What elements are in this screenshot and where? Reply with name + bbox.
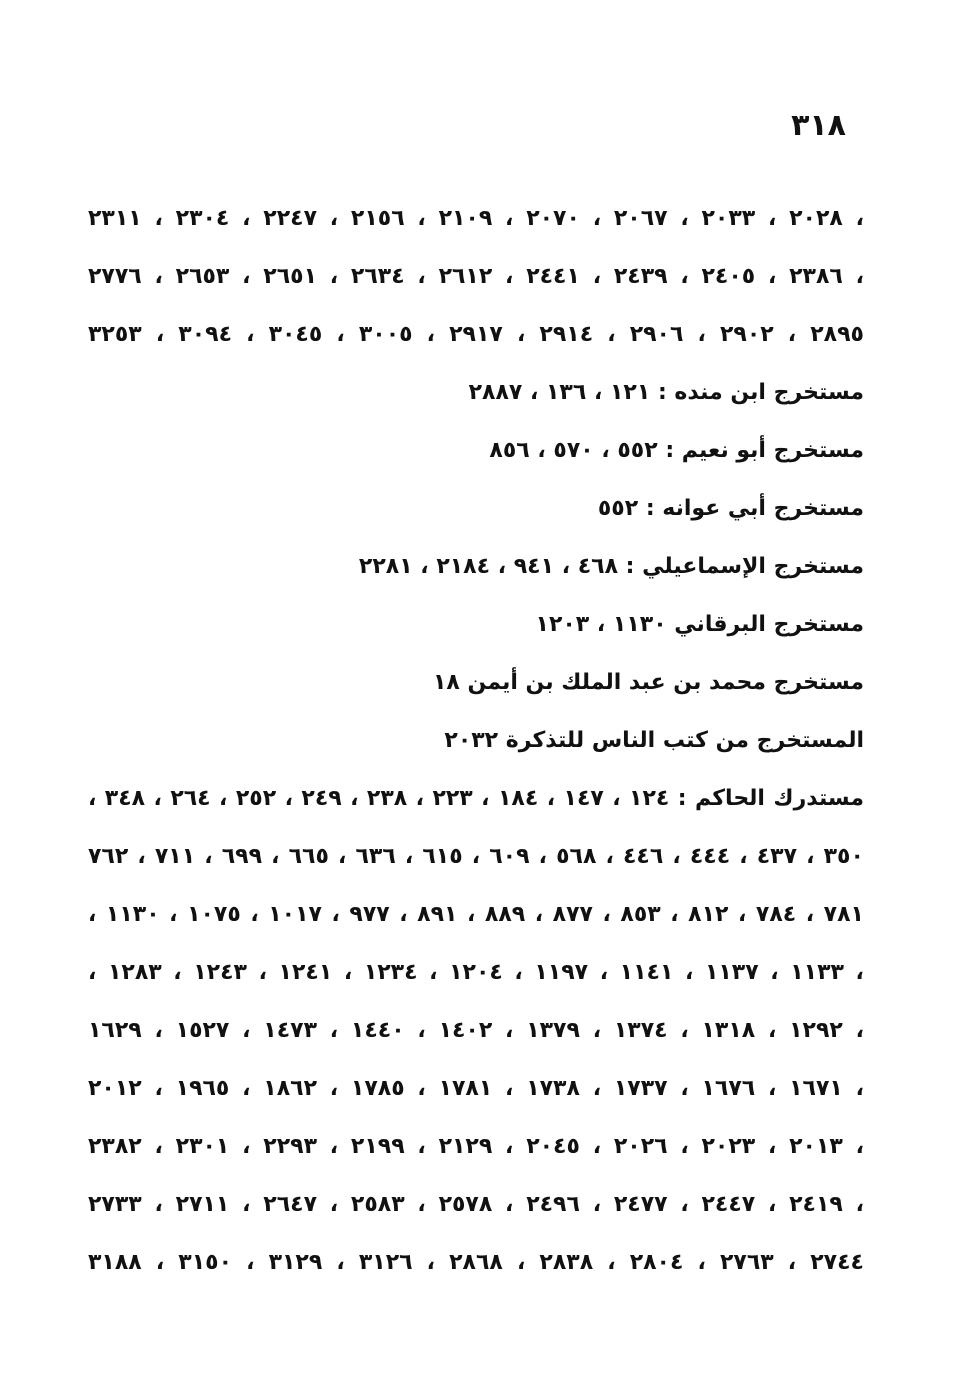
index-line: ، ٧٨١ ، ٧٨٤ ، ٨١٢ ، ٨٥٣ ، ٨٧٧ ، ٨٨٩ ، ٨٩١ ، ٩٧٧ ، ١٠١٧ ، ١٠٧٥ ، ١١٣٠ bbox=[88, 902, 864, 927]
index-line: مستدرك الحاكم : ١٢٤ ، ١٤٧ ، ١٨٤ ، ٢٢٣ ، ٢٣٨ ، ٢٤٩ ، ٢٥٢ ، ٢٦٤ ، ٣٤٨ ، bbox=[88, 786, 864, 811]
index-line: ١٦٧١ ، ١٦٧٦ ، ١٧٣٧ ، ١٧٣٨ ، ١٧٨١ ، ١٧٨٥ ، ١٨٦٢ ، ١٩٦٥ ، ٢٠١٢ ، bbox=[88, 1076, 864, 1101]
index-line: مستخرج أبي عوانه : ٥٥٢ bbox=[597, 496, 864, 521]
page-number: ٣١٨ bbox=[791, 108, 846, 143]
index-entries bbox=[88, 190, 864, 1292]
index-line: ٢٨٩٥ ، ٢٩٠٢ ، ٢٩٠٦ ، ٢٩١٤ ، ٢٩١٧ ، ٣٠٠٥ ، ٣٠٤٥ ، ٣٠٩٤ ، ٣٢٥٣ bbox=[88, 322, 864, 347]
index-line: مستخرج محمد بن عبد الملك بن أيمن ١٨ bbox=[433, 670, 864, 695]
index-line: المستخرج من كتب الناس للتذكرة ٢٠٣٢ bbox=[444, 728, 864, 753]
index-line: ١٢٩٢ ، ١٣١٨ ، ١٣٧٤ ، ١٣٧٩ ، ١٤٠٢ ، ١٤٤٠ ، ١٤٧٣ ، ١٥٢٧ ، ١٦٢٩ ، bbox=[88, 1018, 864, 1043]
index-line: مستخرج ابن منده : ١٢١ ، ١٣٦ ، ٢٨٨٧ bbox=[468, 380, 864, 405]
index-line: مستخرج الإسماعيلي : ٤٦٨ ، ٩٤١ ، ٢١٨٤ ، ٢٢٨١ bbox=[358, 554, 864, 579]
index-line: ٢٧٤٤ ، ٢٧٦٣ ، ٢٨٠٤ ، ٢٨٣٨ ، ٢٨٦٨ ، ٣١٢٦ ، ٣١٢٩ ، ٣١٥٠ ، ٣١٨٨ bbox=[88, 1250, 864, 1275]
index-line: ٢٣٨٦ ، ٢٤٠٥ ، ٢٤٣٩ ، ٢٤٤١ ، ٢٦١٢ ، ٢٦٣٤ ، ٢٦٥١ ، ٢٦٥٣ ، ٢٧٧٦ ، bbox=[88, 264, 864, 289]
index-line: مستخرج أبو نعيم : ٥٥٢ ، ٥٧٠ ، ٨٥٦ bbox=[489, 438, 864, 463]
index-line: ٣٥٠ ، ٤٣٧ ، ٤٤٤ ، ٤٤٦ ، ٥٦٨ ، ٦٠٩ ، ٦١٥ ، ٦٣٦ ، ٦٦٥ ، ٦٩٩ ، ٧١١ ، ٧٦٢ bbox=[88, 844, 864, 869]
index-line: ، ١١٣٣ ، ١١٣٧ ، ١١٤١ ، ١١٩٧ ، ١٢٠٤ ، ١٢٣٤ ، ١٢٤١ ، ١٢٤٣ ، ١٢٨٣ ، bbox=[88, 960, 864, 985]
index-line: ٢٠٢٨ ، ٢٠٣٣ ، ٢٠٦٧ ، ٢٠٧٠ ، ٢١٠٩ ، ٢١٥٦ ، ٢٢٤٧ ، ٢٣٠٤ ، ٢٣١١ ، bbox=[88, 206, 864, 231]
index-line: ٢٠١٣ ، ٢٠٢٣ ، ٢٠٢٦ ، ٢٠٤٥ ، ٢١٢٩ ، ٢١٩٩ ، ٢٢٩٣ ، ٢٣٠١ ، ٢٣٨٢ ، bbox=[88, 1134, 864, 1159]
index-line: مستخرج البرقاني ١١٣٠ ، ١٢٠٣ bbox=[535, 612, 864, 637]
index-line: ٢٤١٩ ، ٢٤٤٧ ، ٢٤٧٧ ، ٢٤٩٦ ، ٢٥٧٨ ، ٢٥٨٣ ، ٢٦٤٧ ، ٢٧١١ ، ٢٧٣٣ ، bbox=[88, 1192, 864, 1217]
